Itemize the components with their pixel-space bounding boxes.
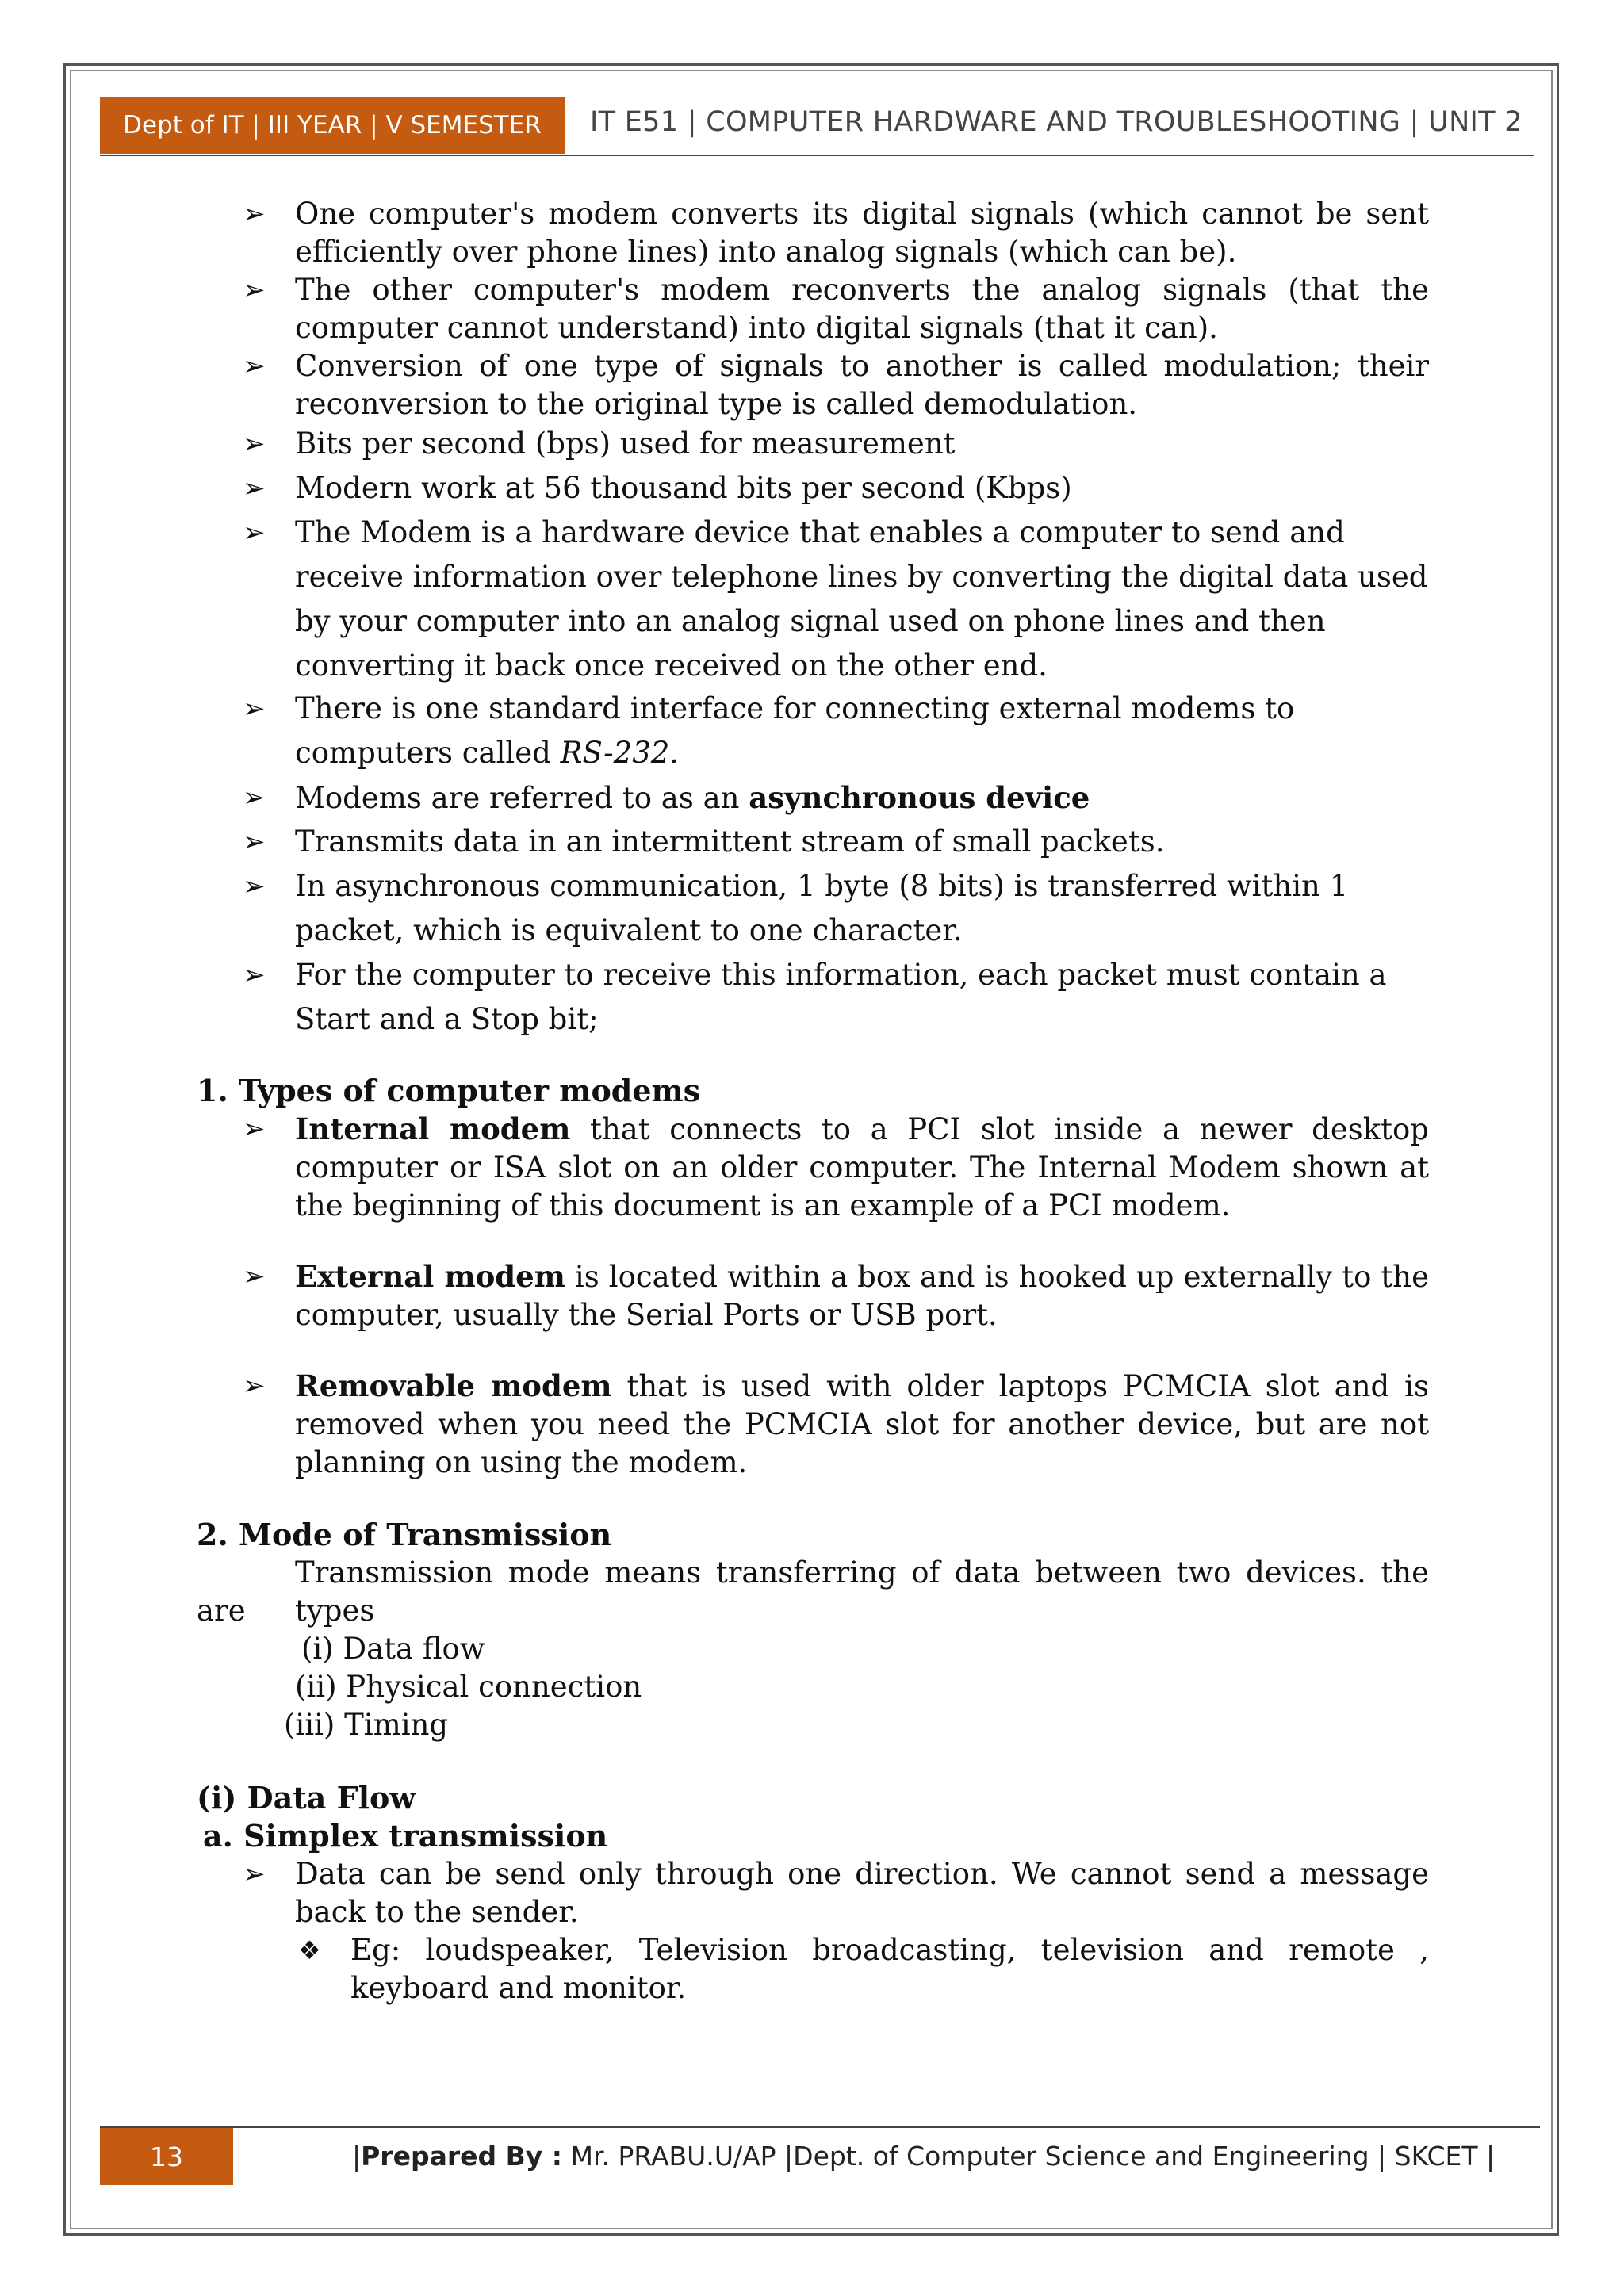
bullet-text: The Modem is a hardware device that enables a computer to send and receive information over telephone lines by converting the digital data used by your computer into an analog signal used on phone lines and then converting it back once received on the other end. — [295, 515, 1428, 683]
arrow-bullet-icon: ➢ — [243, 198, 266, 230]
transmission-type: (i) Data flow — [301, 1632, 485, 1666]
arrow-bullet-icon: ➢ — [243, 350, 266, 382]
bullet-text: Modems are referred to as an asynchronous device — [295, 780, 1090, 815]
bullet-text: Bits per second (bps) used for measurement — [295, 427, 956, 461]
header-course-title: IT E51 | COMPUTER HARDWARE AND TROUBLESHOOTING | UNIT 2 — [590, 106, 1522, 138]
simplex-example: Eg: loudspeaker, Television broadcasting, television and remote , keyboard and monitor. — [350, 1933, 1429, 2005]
transmission-intro-cont: are — [197, 1594, 246, 1628]
arrow-bullet-icon: ➢ — [243, 274, 266, 306]
bullet-text: Transmits data in an intermittent stream of small packets. — [295, 825, 1165, 859]
bullet-text: Conversion of one type of signals to another is called modulation; their reconversion to the original type is called demodulation. — [295, 349, 1429, 421]
modem-type-item: Internal modem that connects to a PCI slot inside a newer desktop computer or ISA slot on an older computer. The Internal Modem shown at the beginning of this document is an example of a PCI modem. — [295, 1112, 1429, 1223]
bullet-text: In asynchronous communication, 1 byte (8 bits) is transferred within 1 packet, which is equivalent to one character. — [295, 869, 1349, 947]
arrow-bullet-icon: ➢ — [243, 473, 266, 504]
bullet-text: There is one standard interface for connecting external modems to computers called RS-232. — [295, 691, 1295, 770]
arrow-bullet-icon: ➢ — [243, 1113, 266, 1145]
arrow-bullet-icon: ➢ — [243, 826, 266, 858]
simplex-description: Data can be send only through one direction. We cannot send a message back to the sender. — [295, 1857, 1429, 1929]
arrow-bullet-icon: ➢ — [243, 1858, 266, 1890]
arrow-bullet-icon: ➢ — [243, 871, 266, 902]
arrow-bullet-icon: ➢ — [243, 428, 266, 460]
footer-rule — [100, 2126, 1540, 2128]
header-rule — [100, 155, 1534, 156]
bullet-text: Modern work at 56 thousand bits per second (Kbps) — [295, 471, 1072, 505]
arrow-bullet-icon: ➢ — [243, 1370, 266, 1402]
transmission-type: (ii) Physical connection — [295, 1670, 642, 1704]
transmission-type: (iii) Timing — [284, 1708, 449, 1742]
modem-type-item: Removable modem that is used with older laptops PCMCIA slot and is removed when you need the PCMCIA slot for another device, but are not planning on using the modem. — [295, 1368, 1429, 1479]
transmission-intro: Transmission mode means transferring of data between two devices. the types — [295, 1556, 1429, 1628]
arrow-bullet-icon: ➢ — [243, 782, 266, 813]
footer-credits: |Prepared By : Mr. PRABU.U/AP |Dept. of Computer Science and Engineering | SKCET | — [352, 2141, 1496, 2172]
sub-heading-simplex: a. Simplex transmission — [203, 1818, 608, 1854]
bullet-text: The other computer's modem reconverts the analog signals (that the computer cannot understand) into digital signals (that it can). — [295, 273, 1429, 345]
section-heading-data-flow: (i) Data Flow — [197, 1780, 416, 1816]
page-number: 13 — [100, 2128, 233, 2185]
arrow-bullet-icon: ➢ — [243, 517, 266, 549]
arrow-bullet-icon: ➢ — [243, 693, 266, 725]
header-dept-label: Dept of IT | III YEAR | V SEMESTER — [100, 97, 565, 154]
bullet-text: For the computer to receive this information, each packet must contain a Start and a Stop bit; — [295, 958, 1387, 1036]
arrow-bullet-icon: ➢ — [243, 1261, 266, 1292]
section-heading-modem-types: 1. Types of computer modems — [197, 1073, 701, 1108]
diamond-bullet-icon: ❖ — [298, 1935, 321, 1965]
modem-type-item: External modem is located within a box and is hooked up externally to the computer, usually the Serial Ports or USB port. — [295, 1259, 1429, 1332]
arrow-bullet-icon: ➢ — [243, 959, 266, 991]
bullet-text: One computer's modem converts its digital signals (which cannot be sent efficiently over phone lines) into analog signals (which can be). — [295, 197, 1429, 269]
section-heading-transmission-mode: 2. Mode of Transmission — [197, 1517, 612, 1552]
